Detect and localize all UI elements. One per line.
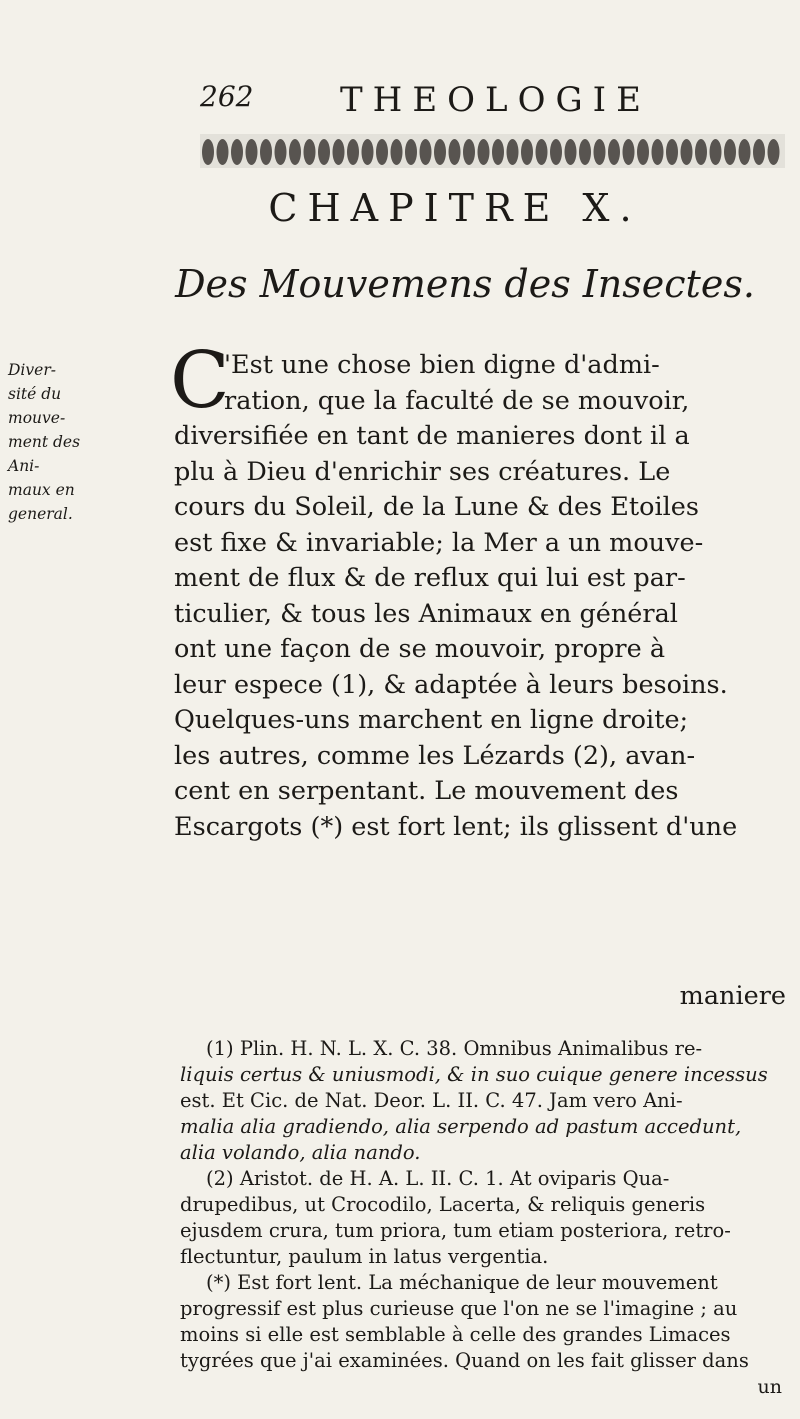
ornament-motif [550, 139, 562, 165]
body-line: ment de flux & de reflux qui lui est par- [174, 563, 686, 593]
ornament-motif [710, 139, 722, 165]
marginal-note-line: sité du [8, 385, 62, 403]
footnote-line: liquis certus & uniusmodi, & in suo cuique genere incessus [180, 1063, 768, 1086]
ornament-motif [608, 139, 620, 165]
body-line: est fixe & invariable; la Mer a un mouve- [174, 527, 704, 558]
footnote-line: (*) Est fort lent. La méchanique de leur mouvement [206, 1271, 718, 1294]
footnote-catchword: un [757, 1376, 782, 1398]
ornament-motif [695, 139, 707, 165]
catchword: maniere [679, 981, 786, 1011]
footnote-line: progressif est plus curieuse que l'on ne se l'imagine ; au [180, 1297, 738, 1320]
ornament-motif [275, 139, 287, 165]
ornament-motif [623, 139, 635, 165]
body-line: Quelques-uns marchent en ligne droite; [174, 705, 689, 735]
marginal-note-line: maux en [8, 481, 75, 499]
footnote-line: (2) Aristot. de H. A. L. II. C. 1. At oviparis Qua- [206, 1167, 670, 1190]
footnote-line: ejusdem crura, tum priora, tum etiam posteriora, retro- [180, 1219, 731, 1242]
page-number: 262 [200, 80, 254, 113]
footnote-line: tygrées que j'ai examinées. Quand on les fait glisser dans [180, 1349, 749, 1372]
footnote-line: drupedibus, ut Crocodilo, Lacerta, & reliquis generis [180, 1193, 706, 1216]
ornament-motif [391, 139, 403, 165]
ornament-motif [449, 139, 461, 165]
footnote-line: est. Et Cic. de Nat. Deor. L. II. C. 47. Jam vero Ani- [180, 1089, 683, 1112]
ornament-motif [217, 139, 229, 165]
ornament-motif [333, 139, 345, 165]
ornament-motif [289, 139, 301, 165]
body-line: Escargots (*) est fort lent; ils glissent d'une [174, 811, 738, 842]
body-line: plu à Dieu d'enrichir ses créatures. Le [174, 456, 671, 487]
ornament-motif [478, 139, 490, 165]
marginal-note-line: Ani- [8, 457, 40, 475]
marginal-note-line: Diver- [8, 361, 56, 379]
footnote-line: (1) Plin. H. N. L. X. C. 38. Omnibus Animalibus re- [206, 1037, 703, 1060]
footnote-line: malia alia gradiendo, alia serpendo ad pastum accedunt, [180, 1115, 742, 1138]
ornament-motif [594, 139, 606, 165]
ornament-motif [376, 139, 388, 165]
ornament-motif [666, 139, 678, 165]
ornament-motif [260, 139, 272, 165]
body-line: diversifiée en tant de manieres dont il a [174, 421, 690, 451]
footnote-line: flectuntur, paulum in latus vergentia. [180, 1245, 549, 1268]
ornament-motif [492, 139, 504, 165]
ornament-motif [318, 139, 330, 165]
ornament-motif [463, 139, 475, 165]
chapter-title: CHAPITRE X. [268, 186, 642, 230]
running-title: THEOLOGIE [340, 80, 651, 120]
footnotes [180, 1036, 792, 1374]
marginal-note [8, 358, 118, 526]
ornament-motif [405, 139, 417, 165]
drop-cap: C [170, 336, 230, 426]
ornament-motif [652, 139, 664, 165]
ornament-motif [739, 139, 751, 165]
body-line: ticulier, & tous les Animaux en général [174, 598, 678, 629]
footnote-line: alia volando, alia nando. [180, 1141, 421, 1164]
body-text [174, 348, 790, 845]
body-line: cours du Soleil, de la Lune & des Etoiles [174, 492, 699, 522]
decorative-band-ornament [200, 130, 785, 174]
page-header [200, 80, 800, 120]
ornament-motif [637, 139, 649, 165]
marginal-note-line: ment des [8, 433, 81, 451]
ornament-motif [347, 139, 359, 165]
ornament-motif [304, 139, 316, 165]
body-line: cent en serpentant. Le mouvement des [174, 776, 679, 806]
marginal-note-line: mouve- [8, 409, 66, 427]
body-line: ont une façon de se mouvoir, propre à [174, 634, 666, 664]
ornament-motif [521, 139, 533, 165]
footnote-line: moins si elle est semblable à celle des grandes Limaces [180, 1323, 731, 1346]
marginal-note-line: general. [8, 505, 73, 523]
body-line: les autres, comme les Lézards (2), avan- [174, 740, 696, 771]
ornament-motif [565, 139, 577, 165]
ornament-motif [753, 139, 765, 165]
ornament-motif [536, 139, 548, 165]
body-line: ration, que la faculté de se mouvoir, [224, 385, 690, 416]
body-line: leur espece (1), & adaptée à leurs besoins. [174, 669, 728, 700]
chapter-subtitle: Des Mouvemens des Insectes. [175, 262, 755, 306]
ornament-motif [768, 139, 780, 165]
ornament-motif [246, 139, 258, 165]
ornament-motif [579, 139, 591, 165]
ornament-motif [202, 139, 214, 165]
ornament-motif [507, 139, 519, 165]
body-line: 'Est une chose bien digne d'admi- [224, 350, 660, 380]
ornament-motif [231, 139, 243, 165]
ornament-motif [362, 139, 374, 165]
ornament-motif [434, 139, 446, 165]
ornament-motif [420, 139, 432, 165]
ornament-motif [681, 139, 693, 165]
ornament-motif [724, 139, 736, 165]
